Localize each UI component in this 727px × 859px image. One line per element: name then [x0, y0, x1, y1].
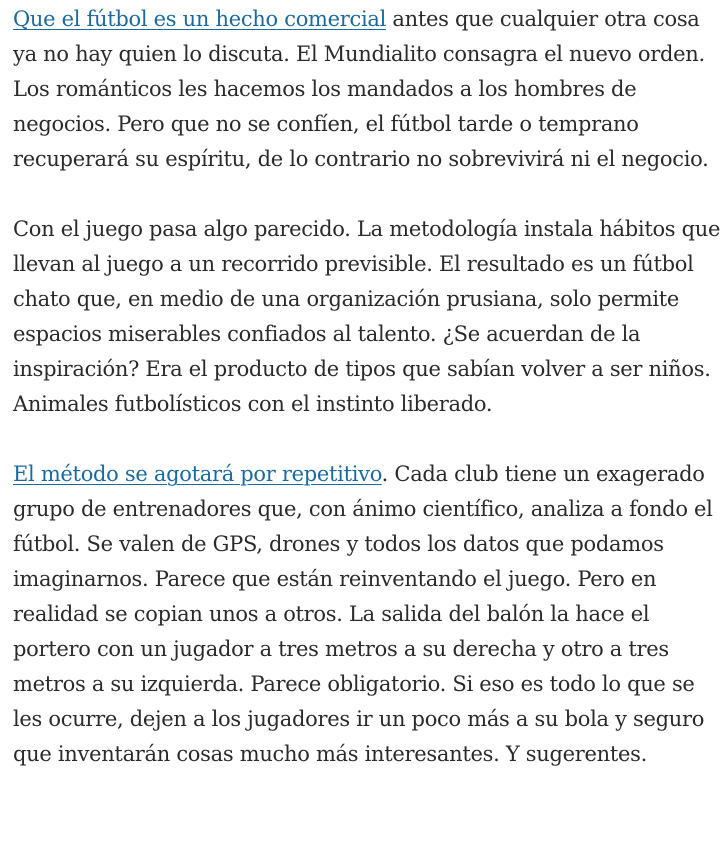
link-futbol-hecho-comercial[interactable]: Que el fútbol es un hecho comercial — [13, 7, 387, 31]
article-body — [13, 2, 725, 772]
paragraph-2-text: Con el juego pasa algo parecido. La metodología instala hábitos que llevan al juego a un recorrido previsible. El resultado es un fútbol chato que, en medio de una organización prusiana, solo permite espacios miserables confiados al talento. ¿Se acuerdan de la inspiración? Era el producto de tipos que sabían volver a ser niños. Animales futbolísticos con el instinto liberado. — [13, 217, 721, 416]
link-metodo-se-agotara[interactable]: El método se agotará por repetitivo — [13, 462, 382, 486]
paragraph-3 — [13, 457, 725, 772]
paragraph-2 — [13, 212, 725, 422]
paragraph-3-text: . Cada club tiene un exagerado grupo de entrenadores que, con ánimo científico, analiza a fondo el fútbol. Se valen de GPS, drones y todos los datos que podamos imaginarnos. Parece que están reinventando el juego. Pero en realidad se copian unos a otros. La salida del balón la hace el portero con un jugador a tres metros a su derecha y otro a tres metros a su izquierda. Parece obligatorio. Si eso es todo lo que se les ocurre, dejen a los jugadores ir un poco más a su bola y seguro que inventarán cosas mucho más interesantes. Y sugerentes. — [13, 462, 713, 766]
paragraph-1-text: antes que cualquier otra cosa ya no hay quien lo discuta. El Mundialito consagra el nuevo orden. Los románticos les hacemos los mandados a los hombres de negocios. Pero que no se confíen, el fútbol tarde o temprano recuperará su espíritu, de lo contrario no sobrevivirá ni el negocio. — [13, 7, 709, 171]
paragraph-1 — [13, 2, 725, 177]
